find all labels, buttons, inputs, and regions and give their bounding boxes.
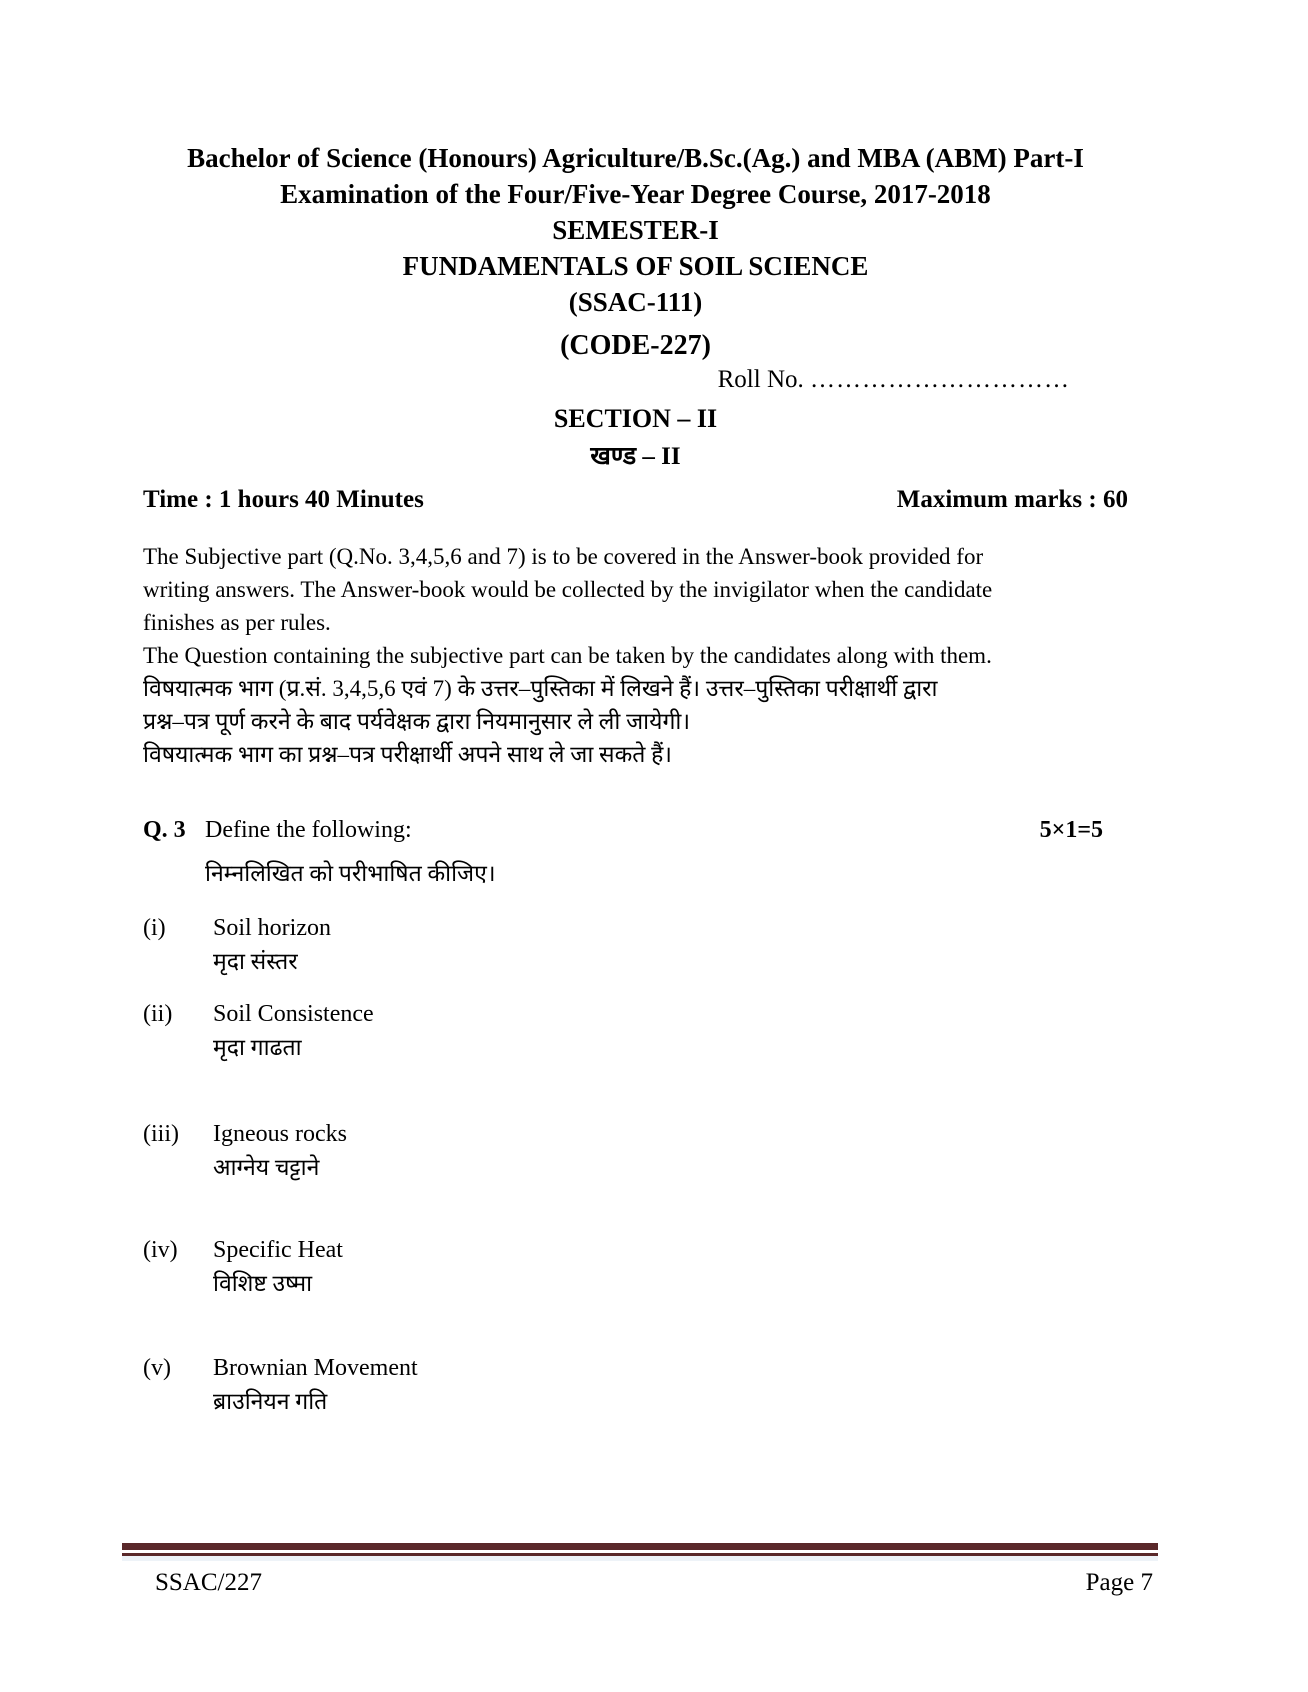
question-item-v — [143, 1352, 1128, 1418]
question-item-iv — [143, 1234, 1128, 1300]
roll-no-label: Roll No. — [717, 366, 810, 393]
time-allowed: Time : 1 hours 40 Minutes — [143, 486, 424, 513]
footer-rule-tint — [122, 1556, 1158, 1561]
instruction-line: writing answers. The Answer-book would be collected by the invigilator when the candidate — [143, 577, 993, 602]
item-term-en: Brownian Movement — [213, 1355, 418, 1381]
question-marks: 5×1=5 — [1039, 817, 1103, 843]
roll-no-field — [143, 366, 1128, 394]
section-heading-hindi: खण्ड – II — [590, 443, 681, 470]
exam-title-block — [143, 140, 1128, 320]
item-term-hindi: ब्राउनियन गति — [213, 1389, 328, 1414]
instruction-line-hindi: विषयात्मक भाग (प्र.सं. 3,4,5,6 एवं 7) के उत्तर–पुस्तिका में लिखने हैं। उत्तर–पुस्तिका परीक्षार्थी द्वारा — [143, 676, 938, 701]
section-heading: SECTION – II — [553, 404, 718, 433]
question-item-ii — [143, 998, 1128, 1064]
instructions-block — [143, 540, 1128, 771]
instruction-line: The Question containing the subjective part can be taken by the candidates along with them. — [143, 643, 992, 668]
item-term-hindi: आग्नेय चट्टाने — [213, 1155, 320, 1180]
instruction-line-hindi: प्रश्न–पत्र पूर्ण करने के बाद पर्यवेक्षक द्वारा नियमानुसार ले ली जायेगी। — [143, 709, 691, 734]
footer-paper-code: SSAC/227 — [155, 1569, 262, 1596]
item-term-hindi: मृदा गाढता — [213, 1035, 302, 1060]
paper-code: (CODE-227) — [560, 330, 711, 361]
item-numeral: (iv) — [143, 1237, 178, 1263]
item-term-en: Soil horizon — [213, 915, 331, 941]
title-course-code: (SSAC-111) — [568, 287, 703, 317]
question-items-list — [143, 912, 1128, 1418]
question-3-heading — [143, 817, 1128, 844]
title-line-2: Examination of the Four/Five-Year Degree Course, 2017-2018 — [280, 179, 991, 209]
question-text-hindi: निम्नलिखित को परीभाषित कीजिए। — [205, 861, 496, 886]
item-term-en: Igneous rocks — [213, 1121, 347, 1147]
instruction-line: finishes as per rules. — [143, 610, 331, 635]
item-term-en: Specific Heat — [213, 1237, 343, 1263]
item-numeral: (ii) — [143, 1001, 173, 1027]
question-item-i — [143, 912, 1128, 978]
item-term-hindi: मृदा संस्तर — [213, 949, 298, 974]
page-footer — [122, 1543, 1158, 1597]
footer-rule-thick — [122, 1543, 1158, 1550]
question-text: Define the following: — [205, 817, 412, 843]
title-course-name: FUNDAMENTALS OF SOIL SCIENCE — [402, 251, 869, 281]
maximum-marks: Maximum marks : 60 — [896, 486, 1128, 513]
question-item-iii — [143, 1118, 1128, 1184]
title-semester: SEMESTER-I — [552, 215, 719, 245]
roll-no-blank-line: ………………………… — [810, 366, 1070, 393]
item-numeral: (v) — [143, 1355, 171, 1381]
item-term-hindi: विशिष्ट उष्मा — [213, 1271, 313, 1296]
item-numeral: (iii) — [143, 1121, 179, 1147]
item-term-en: Soil Consistence — [213, 1001, 374, 1027]
title-line-1: Bachelor of Science (Honours) Agriculture/B.Sc.(Ag.) and MBA (ABM) Part-I — [187, 143, 1084, 173]
item-numeral: (i) — [143, 915, 166, 941]
question-number: Q. 3 — [143, 817, 186, 843]
instruction-line-hindi: विषयात्मक भाग का प्रश्न–पत्र परीक्षार्थी अपने साथ ले जा सकते हैं। — [143, 742, 673, 767]
time-marks-row — [143, 486, 1128, 514]
footer-text-row — [122, 1569, 1158, 1597]
instruction-line: The Subjective part (Q.No. 3,4,5,6 and 7) is to be covered in the Answer-book provided for — [143, 544, 984, 569]
footer-page-number: Page 7 — [1085, 1569, 1153, 1596]
